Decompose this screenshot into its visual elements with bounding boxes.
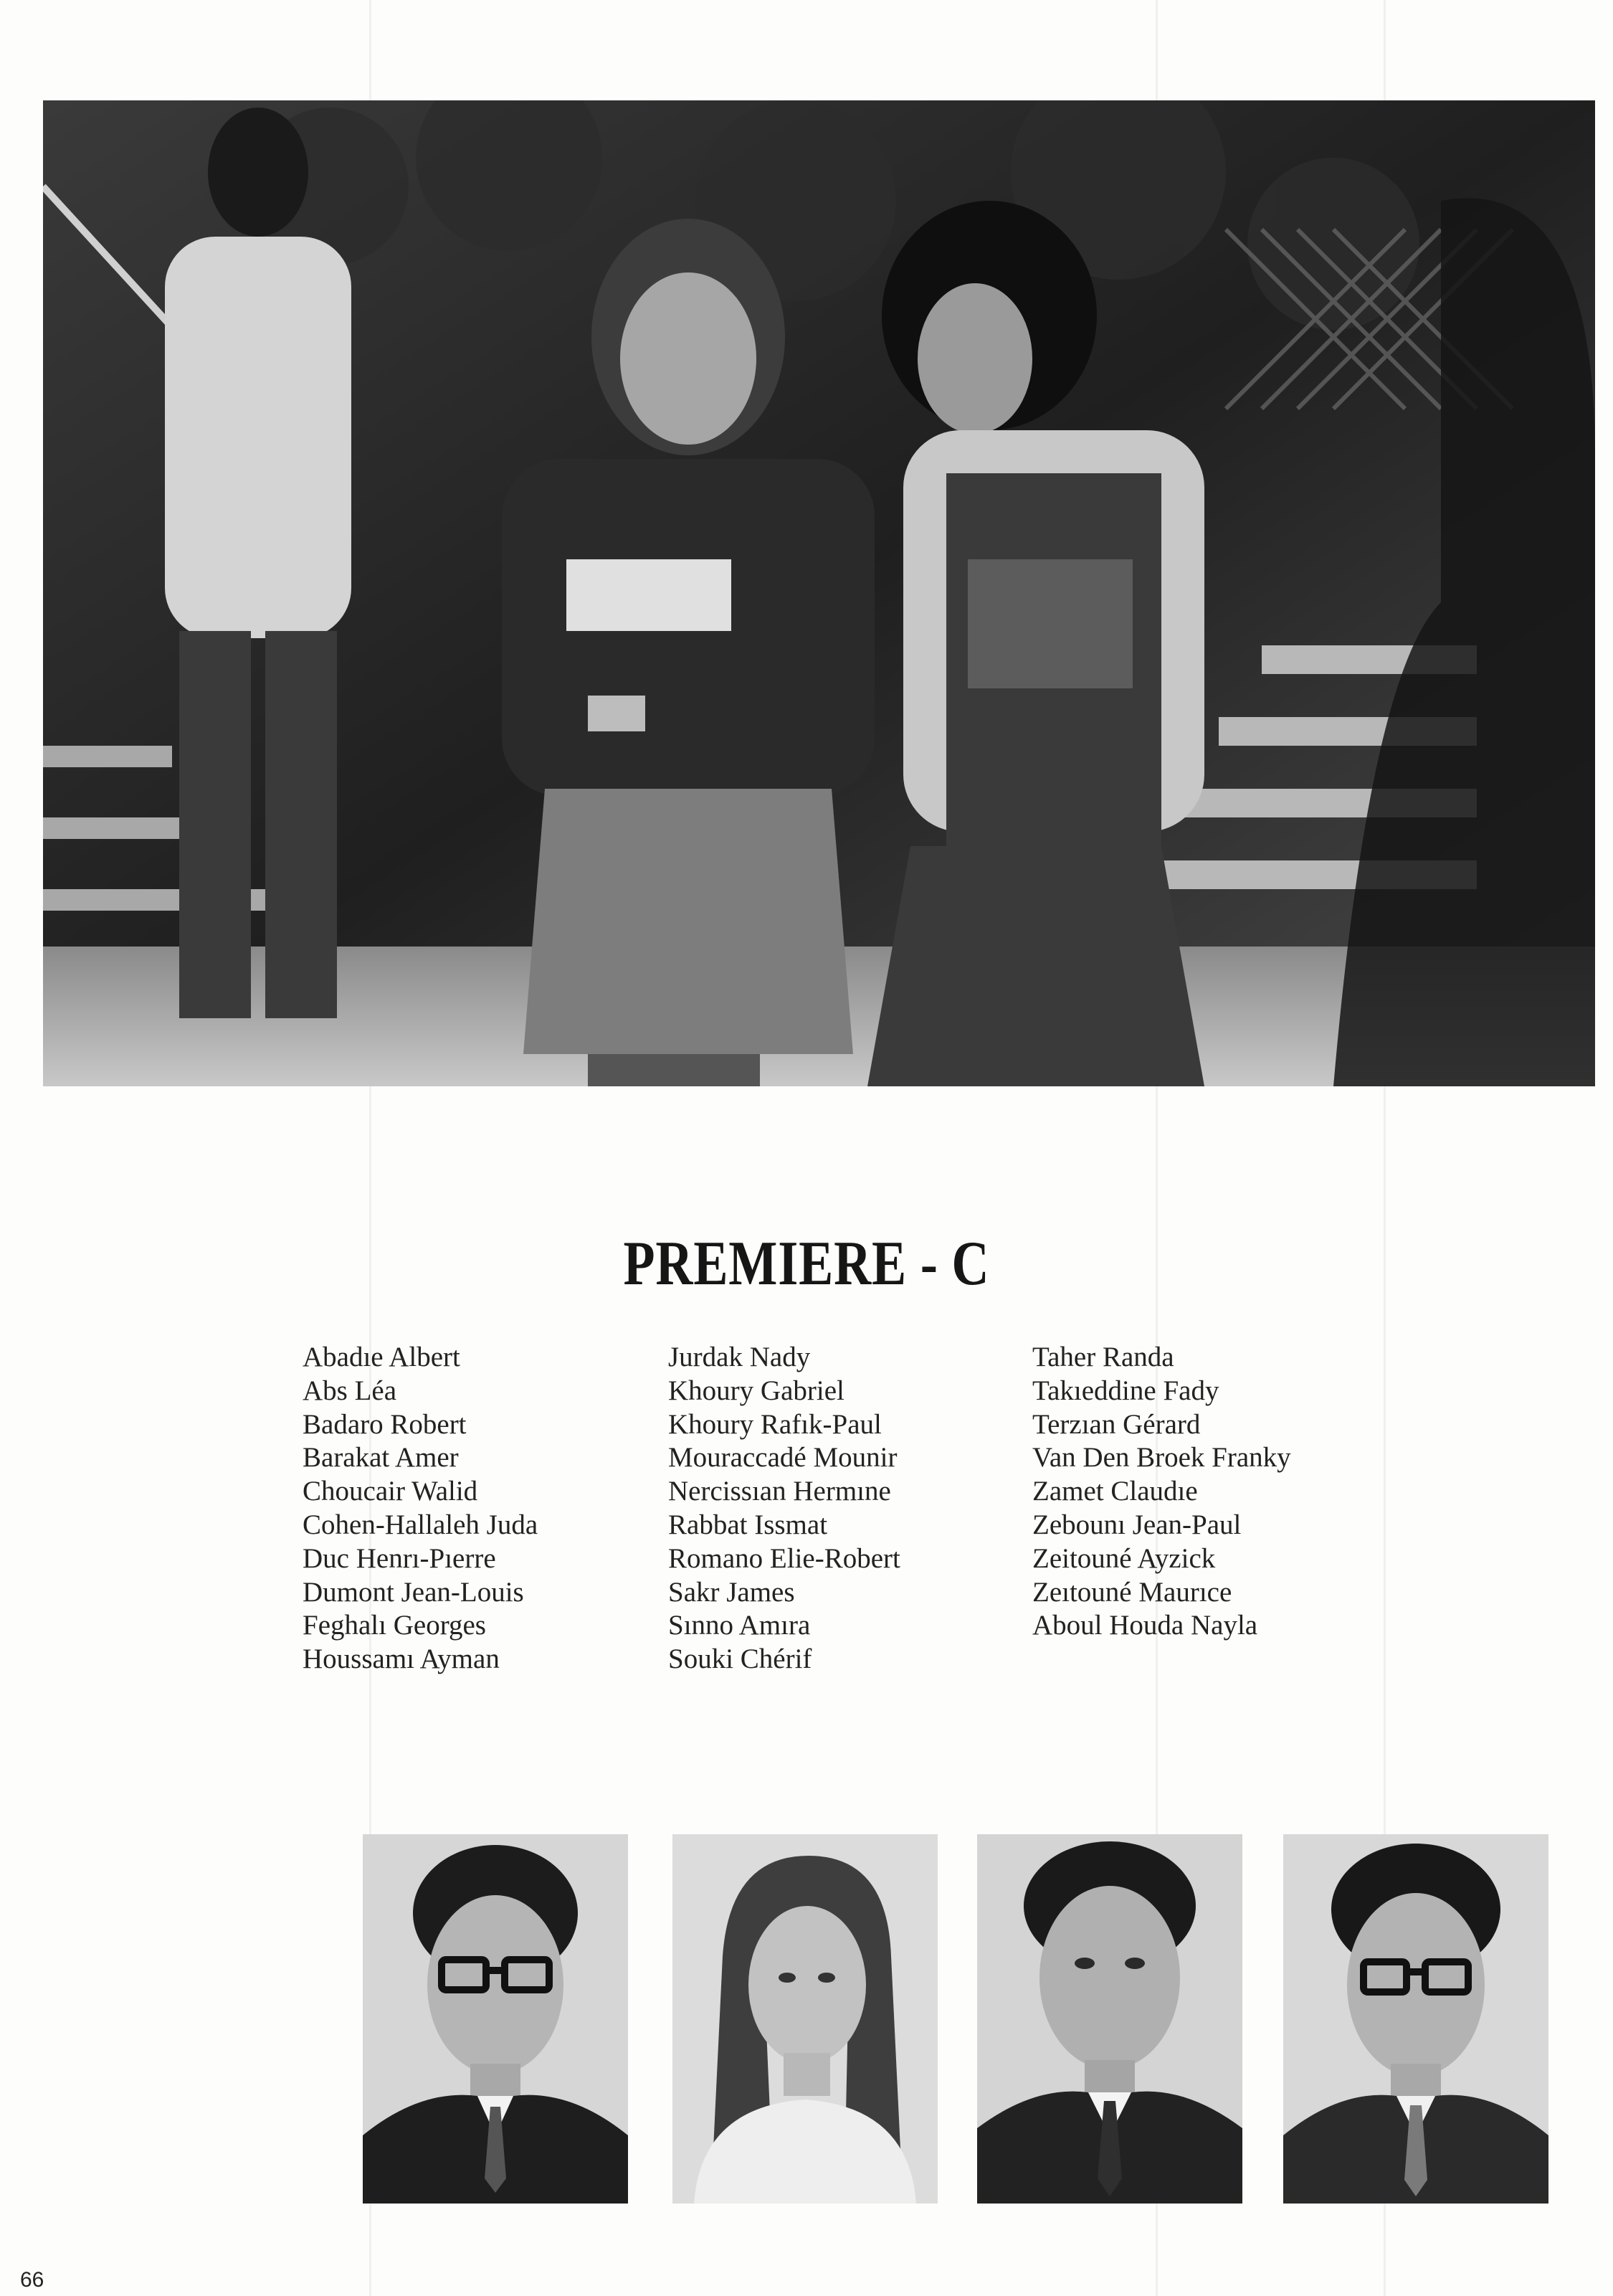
portrait-photo-2 [672, 1834, 938, 2204]
student-name: Mouraccadé Mounir [668, 1442, 898, 1474]
student-name: Choucair Walid [303, 1476, 478, 1507]
page-title: PREMIERE - C [623, 1229, 990, 1299]
student-name: Jurdak Nady [668, 1342, 811, 1372]
student-name: Houssamı Ayman [303, 1643, 500, 1675]
student-name: Khoury Rafık-Paul [668, 1408, 882, 1440]
student-name: Souki Chérif [668, 1643, 812, 1675]
student-name: Cohen-Hallaleh Juda [303, 1509, 538, 1540]
student-name: Zeıtouné Maurıce [1032, 1576, 1232, 1608]
student-name: Badaro Robert [303, 1408, 467, 1440]
student-name: Taher Randa [1032, 1342, 1174, 1372]
portrait-photo-4 [1283, 1834, 1548, 2204]
student-list-column-1 [303, 1341, 538, 1676]
student-name: Rabbat Issmat [668, 1509, 828, 1540]
student-name: Van Den Broek Franky [1032, 1442, 1291, 1474]
student-name: Abadıe Albert [303, 1342, 460, 1372]
student-name: Romano Elie-Robert [668, 1542, 900, 1574]
student-name: Sınno Amıra [668, 1610, 811, 1641]
portrait-photo-3 [977, 1834, 1242, 2204]
student-list-column-2 [668, 1341, 900, 1676]
portrait-photo-1 [363, 1834, 628, 2204]
student-name: Aboul Houda Nayla [1032, 1610, 1258, 1641]
student-name: Zeitouné Ayzick [1032, 1542, 1216, 1574]
student-name: Feghalı Georges [303, 1610, 486, 1641]
student-list-column-3 [1032, 1341, 1291, 1643]
student-name: Duc Henrı-Pıerre [303, 1542, 496, 1574]
student-name: Sakr James [668, 1576, 795, 1608]
student-name: Zamet Claudıe [1032, 1476, 1198, 1507]
student-name: Zebounı Jean-Paul [1032, 1509, 1242, 1540]
student-name: Abs Léa [303, 1375, 397, 1406]
main-photo [43, 100, 1595, 1086]
student-name: Nercissıan Hermıne [668, 1476, 891, 1507]
student-name: Khoury Gabriel [668, 1375, 844, 1406]
student-name: Takıeddine Fady [1032, 1375, 1219, 1406]
student-name: Terzıan Gérard [1032, 1408, 1201, 1440]
student-name: Dumont Jean-Louis [303, 1576, 524, 1608]
student-name: Barakat Amer [303, 1442, 459, 1474]
page-number: 66 [20, 2268, 44, 2292]
